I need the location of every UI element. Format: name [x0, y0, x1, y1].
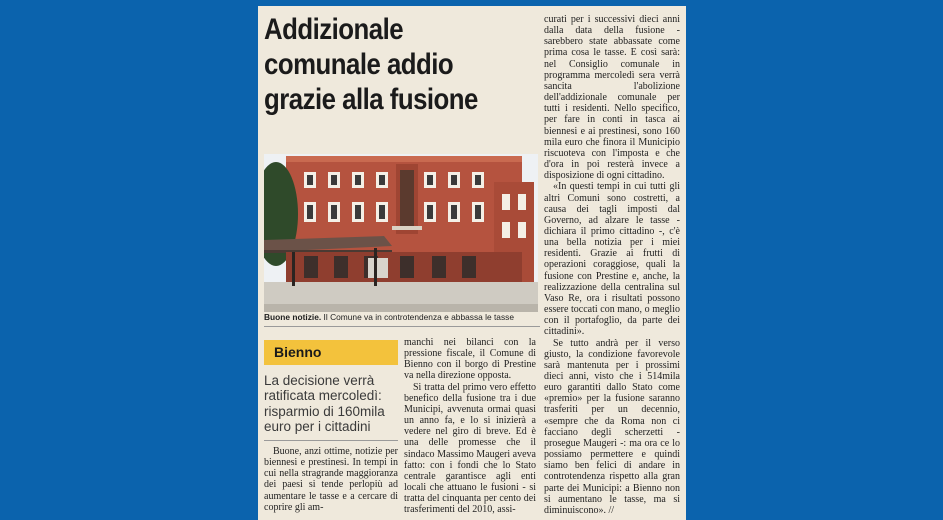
- headline: [264, 12, 501, 117]
- column-1: [264, 446, 398, 513]
- paragraph: manchi nei bilanci con la pressione fiscale, il Comune di Bienno con il borgo di Prestine va nella direzione opposta.: [404, 337, 536, 382]
- caption-lead: Buone notizie.: [264, 312, 322, 322]
- subheadline-line: La decisione verrà: [264, 373, 375, 388]
- headline-line: Addizionale: [264, 13, 404, 46]
- section-tag: [264, 340, 398, 365]
- headline-line: comunale addio: [264, 48, 454, 81]
- section-tag-label: Bienno: [274, 344, 322, 360]
- paragraph: curati per i successivi dieci anni dalla data della fusione - sarebbero state abbassate come prima cosa le tasse. E così sarà: nel Consiglio comunale in programma mercoledì sera verrà sancita l'abolizione dell'addizionale comunale per tutti i residenti. Nello specifico, per fare in conti in tasca ai biennesi e ai prestinesi, sono 160 mila euro che finora il Municipio riscuoteva con l'imposta e che d'ora in poi resterà invece a disposizione di ogni cittadino.: [544, 14, 680, 182]
- paragraph: Buone, anzi ottime, notizie per biennesi e prestinesi. In tempi in cui nella stragrande maggioranza dei paesi si tende perlopiù ad aumentare le tasse e a cercare di coprire gli am-: [264, 446, 398, 513]
- paragraph: Se tutto andrà per il verso giusto, la condizione favorevole sarà mantenuta per i prossimi dieci anni, visto che i 514mila euro garantiti dallo Stato come «premio» per la fusione saranno trasferiti per un decennio, «sempre che da Roma non ci facciano degli scherzetti - prosegue Maugeri -: ma ora ce lo possiamo permettere e quindi siamo ben felici di andare in controtendenza rispetto alla gran parte dei Municipi: a Bienno non si aumentano le tasse, ma si diminuiscono». //: [544, 337, 680, 516]
- town-hall-photo: [264, 154, 538, 312]
- divider: [264, 440, 398, 441]
- subheadline-line: ratificata mercoledì:: [264, 388, 382, 404]
- caption-text: Il Comune va in controtendenza e abbassa le tasse: [321, 312, 514, 322]
- newspaper-clipping: [258, 6, 686, 520]
- column-3: [544, 14, 680, 516]
- column-2: [404, 337, 536, 516]
- headline-line: grazie alla fusione: [264, 83, 478, 116]
- building-illustration: [264, 154, 538, 312]
- photo-caption: [264, 312, 540, 323]
- subheadline-line: risparmio di 160mila: [264, 403, 385, 419]
- paragraph: «In questi tempi in cui tutti gli altri Comuni sono costretti, a causa dei tagli imposti dal Governo, ad alzare le tasse - dichiara il primo cittadino -, c'è una bella notizia per i miei residenti. Grazie ai frutti di operazioni coraggiose, quali la fusione con Prestine e, anche, la realizzazione della centralina sul Vaso Re, ora i risultati possono essere toccati con mano, o meglio con il portafoglio, da parte dei cittadini».: [544, 181, 680, 338]
- divider: [264, 326, 540, 327]
- subheadline: [264, 373, 398, 435]
- subheadline-line: euro per i cittadini: [264, 419, 371, 435]
- paragraph: Si tratta del primo vero effetto benefico della fusione tra i due Municipi, avvenuta ormai quasi un anno fa, e lo si inizierà a vedere nel giro di breve. Ed è una delle promesse che il sindaco Massimo Maugeri aveva fatto: con i fondi che lo Stato centrale garantisce agli enti locali che attuano le fusioni - si tratta del cinquanta per cento dei trasferimenti del 2010, assi-: [404, 381, 536, 516]
